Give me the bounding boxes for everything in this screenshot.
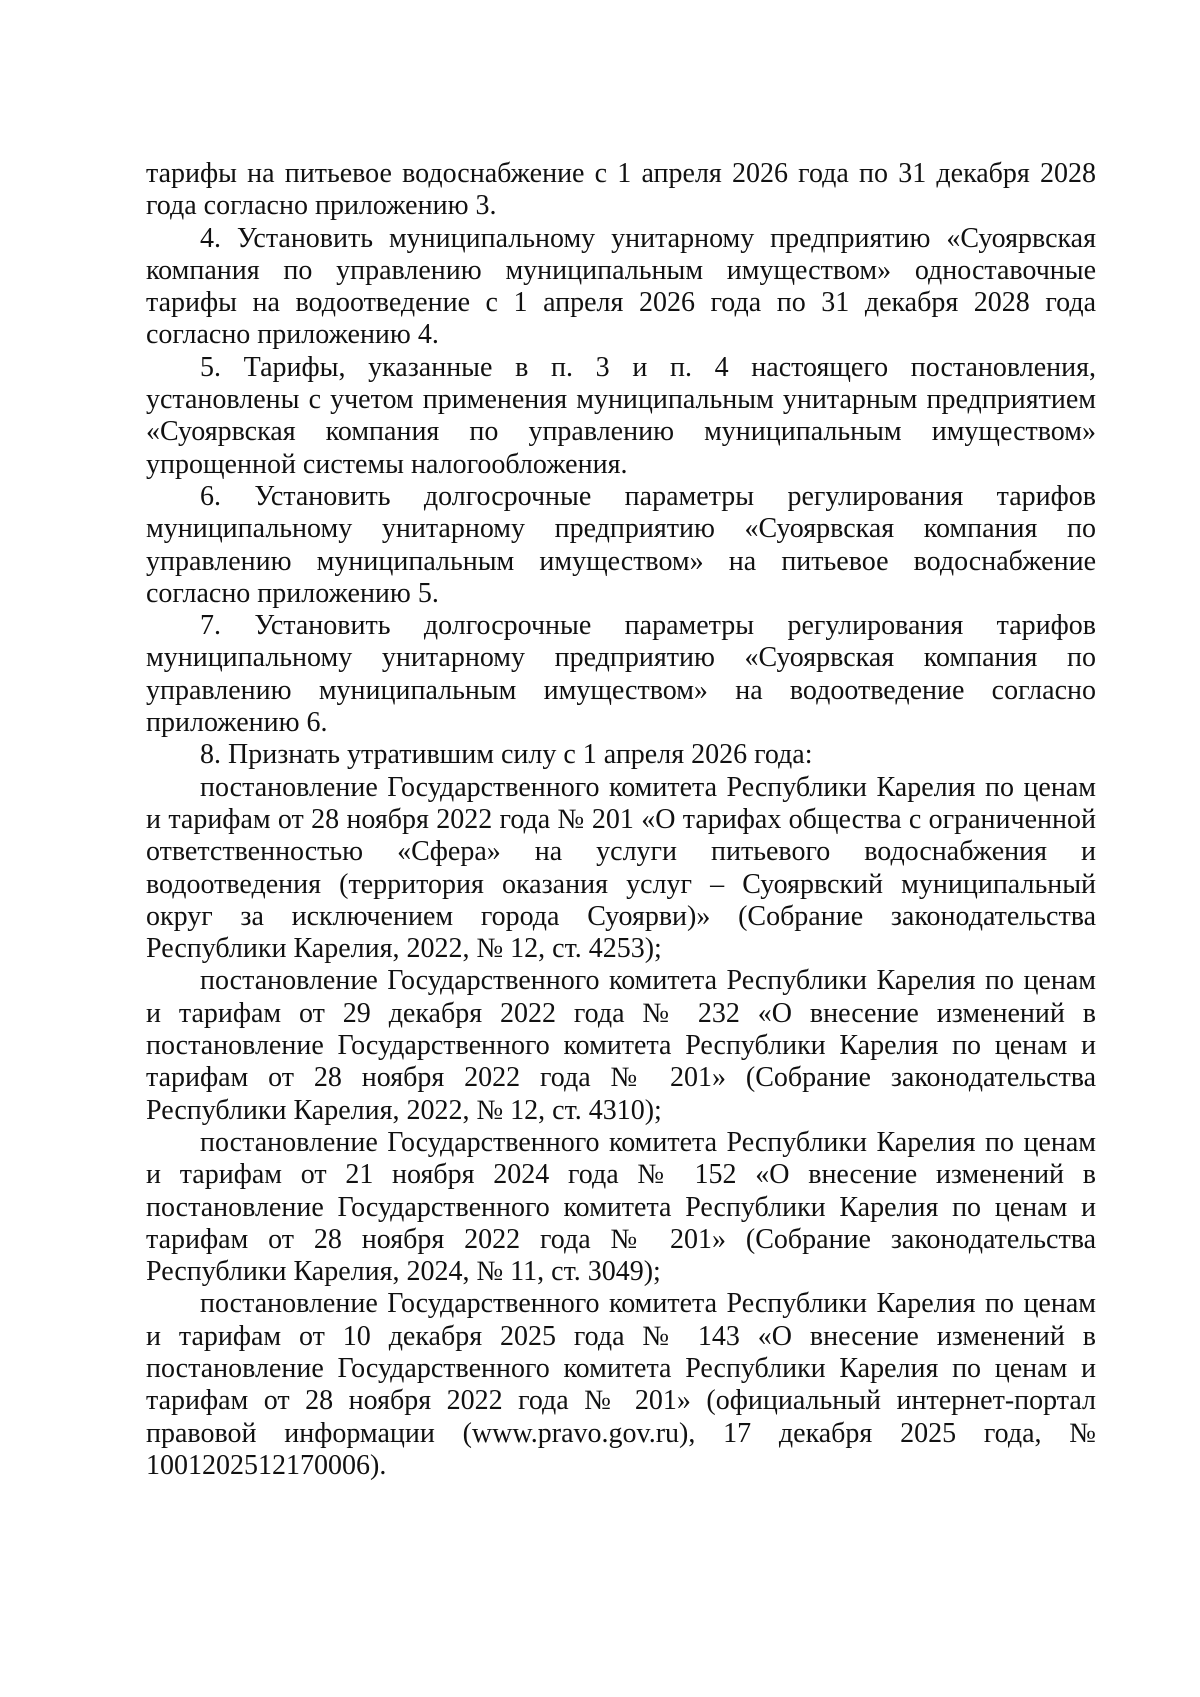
- paragraph-tariffs-water-supply: тарифы на питьевое водоснабжение с 1 апреля 2026 года по 31 декабря 2028 года согласно приложению 3.: [146, 158, 1096, 222]
- document-body: [146, 158, 1096, 1482]
- paragraph-item-6: 6. Установить долгосрочные параметры регулирования тарифов муниципальному унитарному предприятию «Суоярвская компания по управлению муниципальным имуществом» на питьевое водоснабжение согласно приложению 5.: [146, 480, 1096, 609]
- paragraph-item-7: 7. Установить долгосрочные параметры регулирования тарифов муниципальному унитарному предприятию «Суоярвская компания по управлению муниципальным имуществом» на водоотведение согласно приложению 6.: [146, 610, 1096, 739]
- paragraph-item-8: 8. Признать утратившим силу с 1 апреля 2026 года:: [200, 739, 813, 771]
- paragraph-item-4: 4. Установить муниципальному унитарному предприятию «Суоярвская компания по управлению муниципальным имуществом» одноставочные тарифы на водоотведение с 1 апреля 2026 года по 31 декабря 2028 года согласно приложению 4.: [146, 222, 1096, 351]
- paragraph-repealed-resolution-143: постановление Государственного комитета Республики Карелия по ценам и тарифам от 10 декабря 2025 года № 143 «О внесение изменений в постановление Государственного комитета Республики Карелия по ценам и тарифам от 28 ноября 2022 года № 201» (официальный интернет-портал правовой информации (www.pravo.gov.ru), 17 декабря 2025 года, № 1001202512170006).: [146, 1288, 1096, 1481]
- paragraph-repealed-resolution-201: постановление Государственного комитета Республики Карелия по ценам и тарифам от 28 ноября 2022 года № 201 «О тарифах общества с ограниченной ответственностью «Сфера» на услуги питьевого водоснабжения и водоотведения (территория оказания услуг – Суоярвский муниципальный округ за исключением города Суоярви)» (Собрание законодательства Республики Карелия, 2022, № 12, ст. 4253);: [146, 771, 1096, 965]
- paragraph-repealed-resolution-152: постановление Государственного комитета Республики Карелия по ценам и тарифам от 21 ноября 2024 года № 152 «О внесение изменений в постановление Государственного комитета Республики Карелия по ценам и тарифам от 28 ноября 2022 года № 201» (Собрание законодательства Республики Карелия, 2024, № 11, ст. 3049);: [146, 1126, 1096, 1288]
- paragraph-item-5: 5. Тарифы, указанные в п. 3 и п. 4 настоящего постановления, установлены с учетом применения муниципальным унитарным предприятием «Суоярвская компания по управлению муниципальным имуществом» упрощенной системы налогообложения.: [146, 351, 1096, 480]
- paragraph-repealed-resolution-232: постановление Государственного комитета Республики Карелия по ценам и тарифам от 29 декабря 2022 года № 232 «О внесение изменений в постановление Государственного комитета Республики Карелия по ценам и тарифам от 28 ноября 2022 года № 201» (Собрание законодательства Республики Карелия, 2022, № 12, ст. 4310);: [146, 965, 1096, 1126]
